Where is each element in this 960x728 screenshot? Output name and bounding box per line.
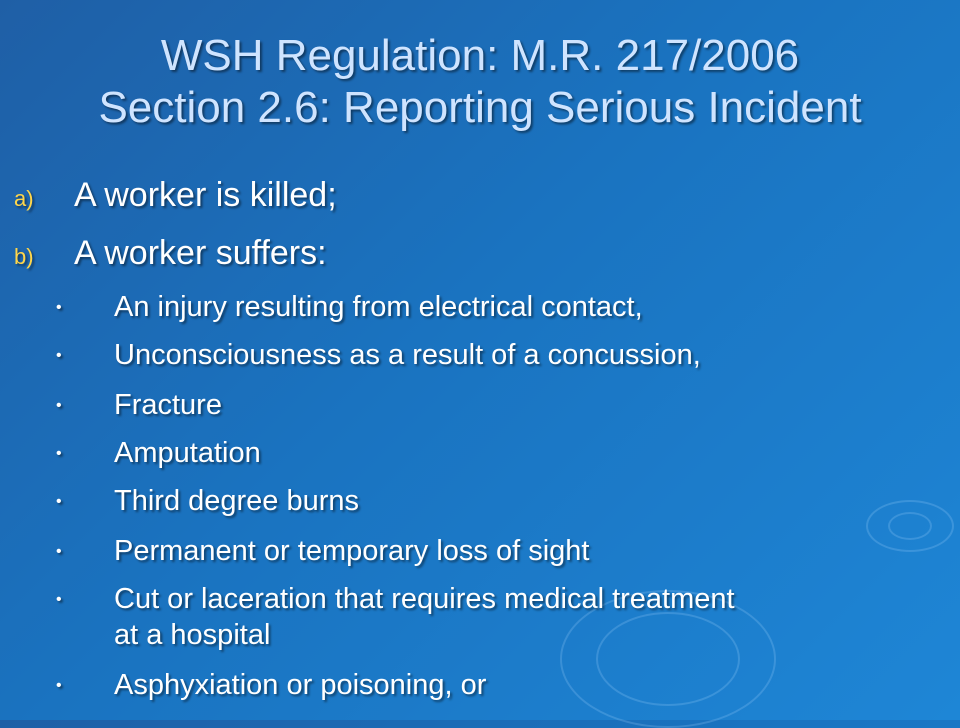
title-line-1: WSH Regulation: M.R. 217/2006 — [160, 31, 800, 80]
list-item-text: An injury resulting from electrical contact, — [114, 291, 643, 323]
list-item-text: Fracture — [114, 389, 222, 421]
list-item-text: Amputation — [114, 437, 261, 469]
item-marker: b) — [14, 244, 34, 269]
alpha-item-b — [0, 234, 960, 278]
list-item — [0, 484, 960, 520]
item-text: A worker is killed; — [74, 176, 337, 214]
bullet-icon: • — [56, 493, 62, 510]
list-item-text-continued: at a hospital — [114, 619, 271, 651]
list-item-text: Permanent or temporary loss of sight — [114, 535, 590, 567]
item-text: A worker suffers: — [74, 234, 327, 272]
list-item — [0, 338, 960, 374]
title-line-2: Section 2.6: Reporting Serious Incident — [98, 83, 862, 132]
slide-title — [0, 30, 960, 134]
list-item-text: Cut or laceration that requires medical treatment — [114, 583, 735, 615]
bullet-icon: • — [56, 397, 62, 414]
bullet-icon: • — [56, 677, 62, 694]
item-marker: a) — [14, 186, 34, 211]
bullet-icon: • — [56, 445, 62, 462]
list-item-text: Third degree burns — [114, 485, 360, 517]
bullet-icon: • — [56, 347, 62, 364]
bullet-icon: • — [56, 591, 62, 608]
bullet-icon: • — [56, 543, 62, 560]
list-item — [0, 290, 960, 326]
list-item — [0, 668, 960, 704]
list-item — [0, 582, 960, 652]
alpha-item-a — [0, 176, 960, 220]
list-item — [0, 534, 960, 570]
list-item — [0, 436, 960, 472]
bullet-icon: • — [56, 299, 62, 316]
list-item-text: Unconsciousness as a result of a concussion, — [114, 339, 701, 371]
list-item — [0, 388, 960, 424]
list-item-text: Asphyxiation or poisoning, or — [114, 669, 487, 701]
